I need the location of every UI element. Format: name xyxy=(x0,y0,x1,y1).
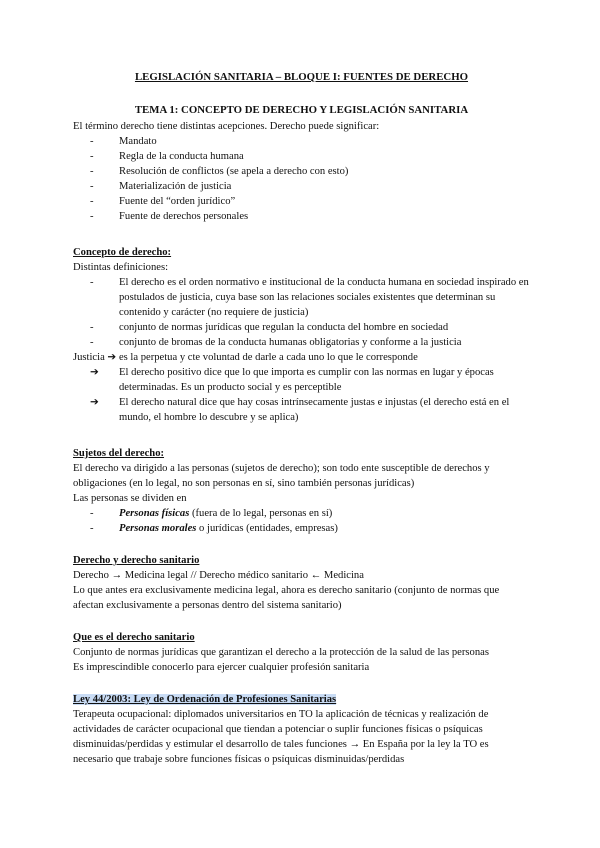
list-item: - Mandato xyxy=(90,136,157,147)
list-item: - Regla de la conducta humana xyxy=(90,151,244,162)
derecho-sanitario-line2: Lo que antes era exclusivamente medicina legal, ahora es derecho sanitario (conjunto de normas que afectan exclusivamente a personas dentro del sistema sanitario) xyxy=(73,585,500,611)
arrow-icon: ➔ xyxy=(90,367,99,378)
concepto-lead: Distintas definiciones: xyxy=(73,262,169,273)
sujetos-section xyxy=(73,446,530,536)
derecho-sanitario-line1: Derecho → Medicina legal // Derecho médico sanitario ← Medicina xyxy=(73,570,364,581)
section-heading: Concepto de derecho: xyxy=(73,247,172,258)
list-item: - Fuente del “orden jurídico” xyxy=(90,196,236,207)
list-item: ➔ El derecho positivo dice que lo que importa es cumplir con las normas en lugar y épocas determinadas. Es un producto social y es perceptible xyxy=(90,367,494,393)
list-item: - conjunto de normas jurídicas que regulan la conducta del hombre en sociedad xyxy=(90,322,449,333)
sujetos-list xyxy=(73,506,530,536)
arrow-icon: ➔ xyxy=(90,397,99,408)
section-heading: Ley 44/2003: Ley de Ordenación de Profesiones Sanitarias xyxy=(73,694,337,705)
intro-section xyxy=(73,119,530,224)
intro-list xyxy=(73,134,530,224)
que-es-line2: Es imprescindible conocerlo para ejercer cualquier profesión sanitaria xyxy=(73,662,370,673)
que-es-line1: Conjunto de normas jurídicas que garantizan el derecho a la protección de la salud de las personas xyxy=(73,647,489,658)
que-es-section xyxy=(73,630,530,675)
section-heading: Sujetos del derecho: xyxy=(73,448,165,459)
list-item: - conjunto de bromas de la conducta humanas obligatorias y conforme a la justicia xyxy=(90,337,462,348)
section-heading: Que es el derecho sanitario xyxy=(73,632,195,643)
sujetos-text: El derecho va dirigido a las personas (sujetos de derecho); son todo ente susceptible de derechos y obligaciones (en lo legal, no son personas en sí, sino también personas jurídicas) xyxy=(73,463,490,489)
concepto-section xyxy=(73,245,530,425)
ley-text: Terapeuta ocupacional: diplomados universitarios en TO la aplicación de técnicas y realización de actividades de carácter ocupacional que tiendan a potenciar o suplir funciones físicas o psíquicas disminuidas/perdidas y estimular el desarrollo de tales funciones → En España por la ley la TO es necesario que trabaje sobre funciones físicas o psíquicas disminuidas/perdidas xyxy=(73,709,489,765)
list-item: - El derecho es el orden normativo e institucional de la conducta humana en sociedad inspirado en postulados de justicia, cuya base son las relaciones sociales existentes que determinan su contenido y carácter (no requiere de justicia) xyxy=(90,277,529,318)
intro-text: El término derecho tiene distintas acepciones. Derecho puede significar: xyxy=(73,121,380,132)
list-item: - Fuente de derechos personales xyxy=(90,211,249,222)
list-item: - Personas morales o jurídicas (entidades, empresas) xyxy=(90,523,338,534)
ley-section xyxy=(73,692,530,767)
section-heading: Derecho y derecho sanitario xyxy=(73,555,200,566)
justicia-definition: Justicia ➔ es la perpetua y cte voluntad de darle a cada uno lo que le corresponde xyxy=(73,352,418,363)
list-item: - Materialización de justicia xyxy=(90,181,232,192)
list-item: ➔ El derecho natural dice que hay cosas intrínsecamente justas e injustas (el derecho está en el mundo, el hombre lo descubre y se aplica) xyxy=(90,397,510,423)
concepto-arrow-list xyxy=(73,365,530,425)
document-title: LEGISLACIÓN SANITARIA – BLOQUE I: FUENTES DE DERECHO xyxy=(134,71,469,83)
list-item: - Resolución de conflictos (se apela a derecho con esto) xyxy=(90,166,349,177)
document-subtitle: TEMA 1: CONCEPTO DE DERECHO Y LEGISLACIÓN SANITARIA xyxy=(134,104,469,116)
list-item: - Personas físicas (fuera de lo legal, personas en sí) xyxy=(90,508,333,519)
sujetos-lead: Las personas se dividen en xyxy=(73,493,187,504)
concepto-list xyxy=(73,275,530,350)
derecho-sanitario-section xyxy=(73,553,530,613)
